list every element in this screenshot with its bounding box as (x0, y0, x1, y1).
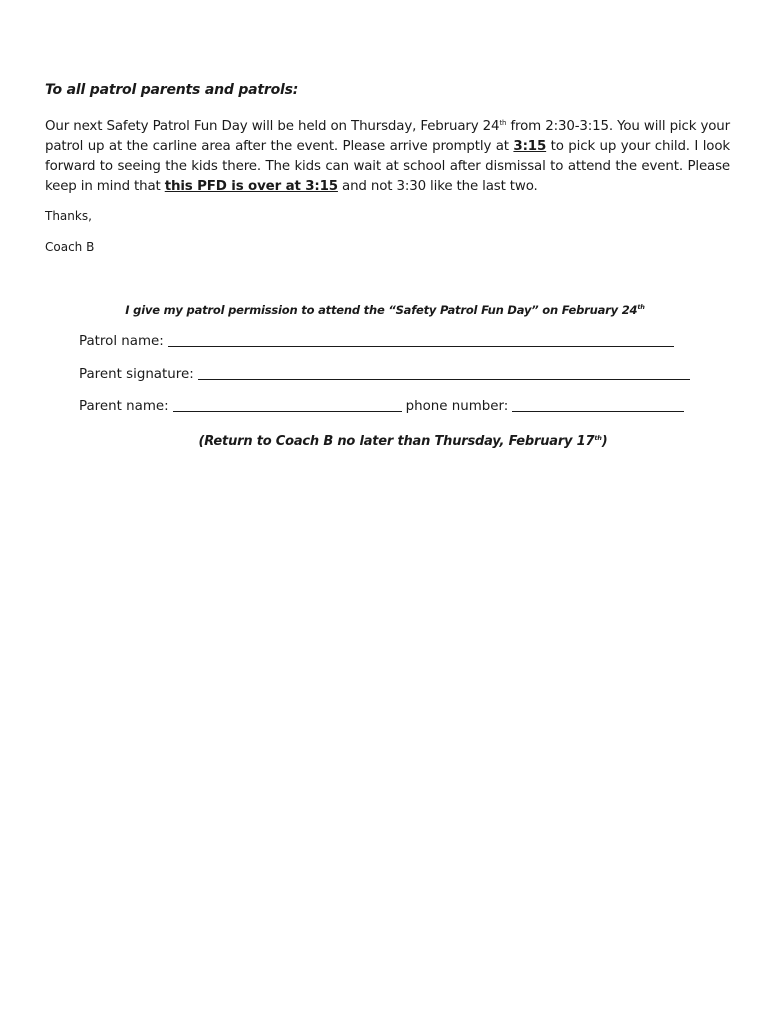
body-text-part-3: to pick up your child. I look forward to seeing the kids there. The kids can wait at school after dismissal to attend the event. Please keep in mind that (45, 139, 731, 194)
patrol-name-label: Patrol name: (79, 334, 164, 349)
return-deadline-note (0, 434, 770, 449)
pickup-time-emphasis: 3:15 (513, 139, 547, 154)
permission-statement (0, 303, 770, 317)
patrol-name-field[interactable] (168, 334, 674, 347)
letter-signoff: Coach B (45, 240, 95, 254)
body-text-part-1: Our next Safety Patrol Fun Day will be held on Thursday, February 24 (45, 119, 500, 134)
return-note-close: ) (601, 434, 608, 449)
parent-signature-row (79, 367, 690, 382)
body-superscript-th: th (499, 119, 507, 127)
letter-greeting: To all patrol parents and patrols: (45, 82, 299, 98)
return-note-text: (Return to Coach B no later than Thursday, February 17 (198, 434, 595, 449)
phone-number-label: phone number: (405, 399, 509, 414)
parent-name-field[interactable] (173, 399, 402, 412)
phone-number-field[interactable] (512, 399, 684, 412)
return-note-superscript-th: th (594, 434, 602, 442)
parent-name-label: Parent name: (79, 399, 169, 414)
parent-signature-field[interactable] (198, 367, 690, 380)
parent-signature-label: Parent signature: (79, 367, 194, 382)
permission-text: I give my patrol permission to attend the “Safety Patrol Fun Day” on February 24 (125, 303, 638, 317)
letter-body-paragraph (45, 117, 730, 197)
end-time-emphasis: this PFD is over at 3:15 (164, 179, 338, 194)
permission-superscript-th: th (637, 303, 645, 311)
body-text-part-2: from 2:30-3:15. You will pick your patrol up at the carline area after the event. Please arrive promptly at (45, 119, 731, 154)
letter-thanks: Thanks, (45, 209, 92, 223)
body-text-part-4: and not 3:30 like the last two. (337, 179, 538, 194)
parent-name-row (79, 399, 684, 414)
patrol-name-row (79, 334, 674, 349)
